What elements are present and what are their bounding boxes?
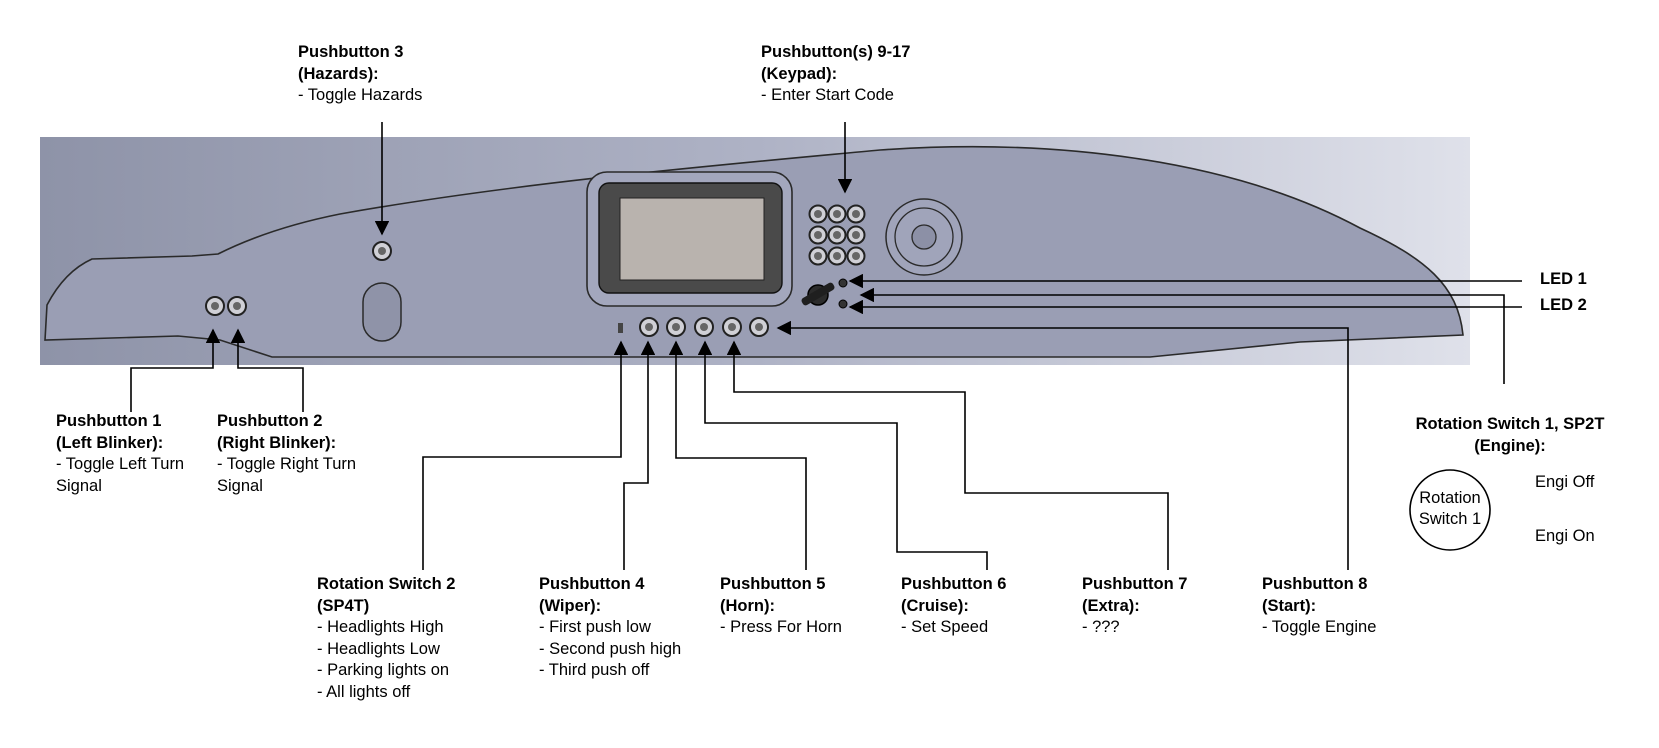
- label-rotation-switch-2: [317, 574, 455, 703]
- label-subtitle: (Left Blinker):: [56, 433, 164, 452]
- label-title: Pushbutton 3: [298, 43, 404, 61]
- keypad-button[interactable]: [810, 206, 827, 223]
- keypad-button[interactable]: [848, 248, 865, 265]
- position-engi-on: Engi On: [1535, 527, 1595, 545]
- label-pushbutton-4: [539, 574, 681, 682]
- label-line: - Toggle Engine: [1262, 618, 1377, 636]
- label-line: - Headlights Low: [317, 639, 440, 658]
- label-title: Pushbutton 8: [1262, 575, 1368, 593]
- label-subtitle: (SP4T): [317, 596, 370, 615]
- led-2: [839, 300, 847, 308]
- pushbutton-4[interactable]: [640, 318, 658, 336]
- label-title: Pushbutton 6: [901, 575, 1007, 593]
- keypad-button[interactable]: [848, 227, 865, 244]
- label-line: - Headlights High: [317, 618, 444, 636]
- pushbutton-3[interactable]: [373, 242, 391, 260]
- label-subtitle: (Engine):: [1474, 436, 1546, 455]
- pushbutton-8[interactable]: [750, 318, 768, 336]
- label-led-1: LED 1: [1540, 270, 1587, 288]
- label-pushbutton-5: [720, 574, 842, 639]
- label-title: Rotation Switch 1, SP2T: [1415, 415, 1605, 433]
- leader-pb5: [676, 342, 806, 570]
- label-line: - All lights off: [317, 682, 411, 701]
- pushbutton-2[interactable]: [228, 297, 246, 315]
- label-subtitle: (Wiper):: [539, 596, 602, 615]
- label-pushbutton-6: [901, 574, 1006, 639]
- keypad-button[interactable]: [810, 227, 827, 244]
- leader-pb4: [624, 342, 648, 570]
- keypad-button[interactable]: [848, 206, 865, 223]
- keypad-button[interactable]: [829, 227, 846, 244]
- label-pushbutton-8: [1262, 574, 1376, 639]
- label-line: - Third push off: [539, 661, 650, 679]
- keypad-button[interactable]: [829, 206, 846, 223]
- legend-line: Rotation: [1419, 489, 1481, 507]
- label-line: - Press For Horn: [720, 618, 842, 636]
- pushbutton-1[interactable]: [206, 297, 224, 315]
- label-keypad: [761, 42, 910, 107]
- label-title: Rotation Switch 2: [317, 575, 456, 593]
- label-pushbutton-3: [298, 42, 422, 107]
- label-subtitle: (Right Blinker):: [217, 433, 337, 452]
- label-line: - First push low: [539, 618, 651, 636]
- label-line: Signal: [56, 476, 102, 495]
- label-title: Pushbutton(s) 9-17: [761, 43, 911, 61]
- label-line: - Enter Start Code: [761, 86, 894, 104]
- label-line: - Parking lights on: [317, 661, 450, 679]
- label-line: - Toggle Left Turn: [56, 455, 185, 473]
- keypad-button[interactable]: [810, 248, 827, 265]
- rotation-switch-1-legend-text: [1410, 488, 1490, 530]
- label-line: - Toggle Hazards: [298, 86, 423, 104]
- label-subtitle: (Keypad):: [761, 64, 838, 83]
- label-title: Pushbutton 1: [56, 412, 162, 430]
- label-line: Signal: [217, 476, 263, 495]
- led-1: [839, 279, 847, 287]
- label-subtitle: (Hazards):: [298, 64, 379, 83]
- screen-display: [620, 198, 764, 280]
- leader-pb6: [705, 342, 987, 570]
- hazard-slot: [363, 283, 401, 341]
- label-rotation-switch-1: [1390, 414, 1630, 457]
- label-title: Pushbutton 5: [720, 575, 826, 593]
- label-subtitle: (Extra):: [1082, 596, 1140, 615]
- leader-rs2: [423, 342, 621, 570]
- pushbutton-5[interactable]: [667, 318, 685, 336]
- label-pushbutton-2: [217, 411, 356, 497]
- label-pushbutton-7: [1082, 574, 1187, 639]
- leader-pb7: [734, 342, 1168, 570]
- label-title: Pushbutton 4: [539, 575, 645, 593]
- joystick[interactable]: [886, 199, 962, 275]
- label-line: - ???: [1082, 618, 1120, 636]
- label-led-2: LED 2: [1540, 296, 1587, 314]
- keypad-button[interactable]: [829, 248, 846, 265]
- label-title: Pushbutton 2: [217, 412, 323, 430]
- label-pushbutton-1: [56, 411, 184, 497]
- label-subtitle: (Horn):: [720, 596, 775, 615]
- keypad: [810, 206, 865, 265]
- label-subtitle: (Cruise):: [901, 596, 969, 615]
- label-line: - Set Speed: [901, 618, 989, 636]
- rotation-switch-2[interactable]: [618, 323, 623, 333]
- pushbutton-7[interactable]: [723, 318, 741, 336]
- label-subtitle: (Start):: [1262, 596, 1317, 615]
- label-title: Pushbutton 7: [1082, 575, 1188, 593]
- legend-line: Switch 1: [1418, 510, 1482, 528]
- label-line: - Toggle Right Turn: [217, 455, 357, 473]
- position-engi-off: Engi Off: [1535, 473, 1595, 491]
- pushbutton-6[interactable]: [695, 318, 713, 336]
- label-line: - Second push high: [539, 639, 682, 658]
